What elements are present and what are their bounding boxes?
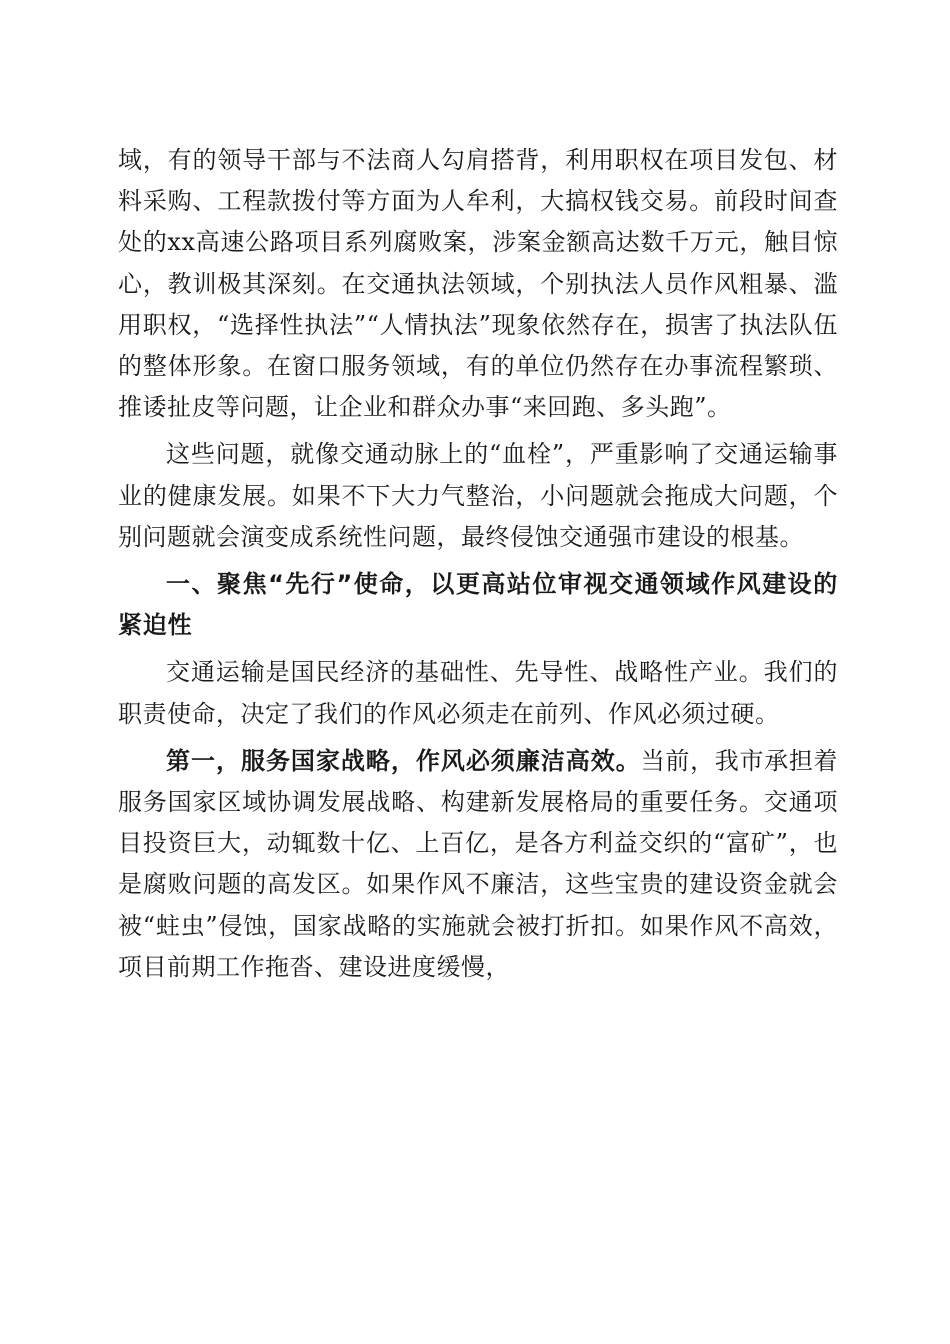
first-point-lead: 第一，服务国家战略，作风必须廉洁高效。 <box>166 746 641 775</box>
paragraph-problems: 这些问题，就像交通动脉上的“血栓”，严重影响了交通运输事业的健康发展。如果不下大力气整治，小问题就会拖成大问题，个别问题就会演变成系统性问题，最终侵蚀交通强市建设的根基。 <box>118 440 838 551</box>
paragraph-first-point <box>118 741 838 988</box>
first-point-body: 当前，我市承担着服务国家区域协调发展战略、构建新发展格局的重要任务。交通项目投资巨大，动辄数十亿、上百亿，是各方利益交织的“富矿”，也是腐败问题的高发区。如果作风不廉洁，这些宝贵的建设资金就会被“蛀虫”侵蚀，国家战略的实施就会被打折扣。如果作风不高效，项目前期工作拖沓、建设进度缓慢， <box>118 746 839 981</box>
document-page <box>118 140 838 988</box>
paragraph-intro: 交通运输是国民经济的基础性、先导性、战略性产业。我们的职责使命，决定了我们的作风必须走在前列、作风必须过硬。 <box>118 658 838 728</box>
section-heading-one: 一、聚焦“先行”使命，以更高站位审视交通领域作风建设的紧迫性 <box>118 570 838 640</box>
paragraph-continuation: 域，有的领导干部与不法商人勾肩搭背，利用职权在项目发包、材料采购、工程款拨付等方面为人牟利，大搞权钱交易。前段时间查处的xx高速公路项目系列腐败案，涉案金额高达数千万元，触目惊心，教训极其深刻。在交通执法领域，个别执法人员作风粗暴、滥用职权，“选择性执法”“人情执法”现象依然存在，损害了执法队伍的整体形象。在窗口服务领域，有的单位仍然存在办事流程繁琐、推诿扯皮等问题，让企业和群众办事“来回跑、多头跑”。 <box>118 146 838 422</box>
